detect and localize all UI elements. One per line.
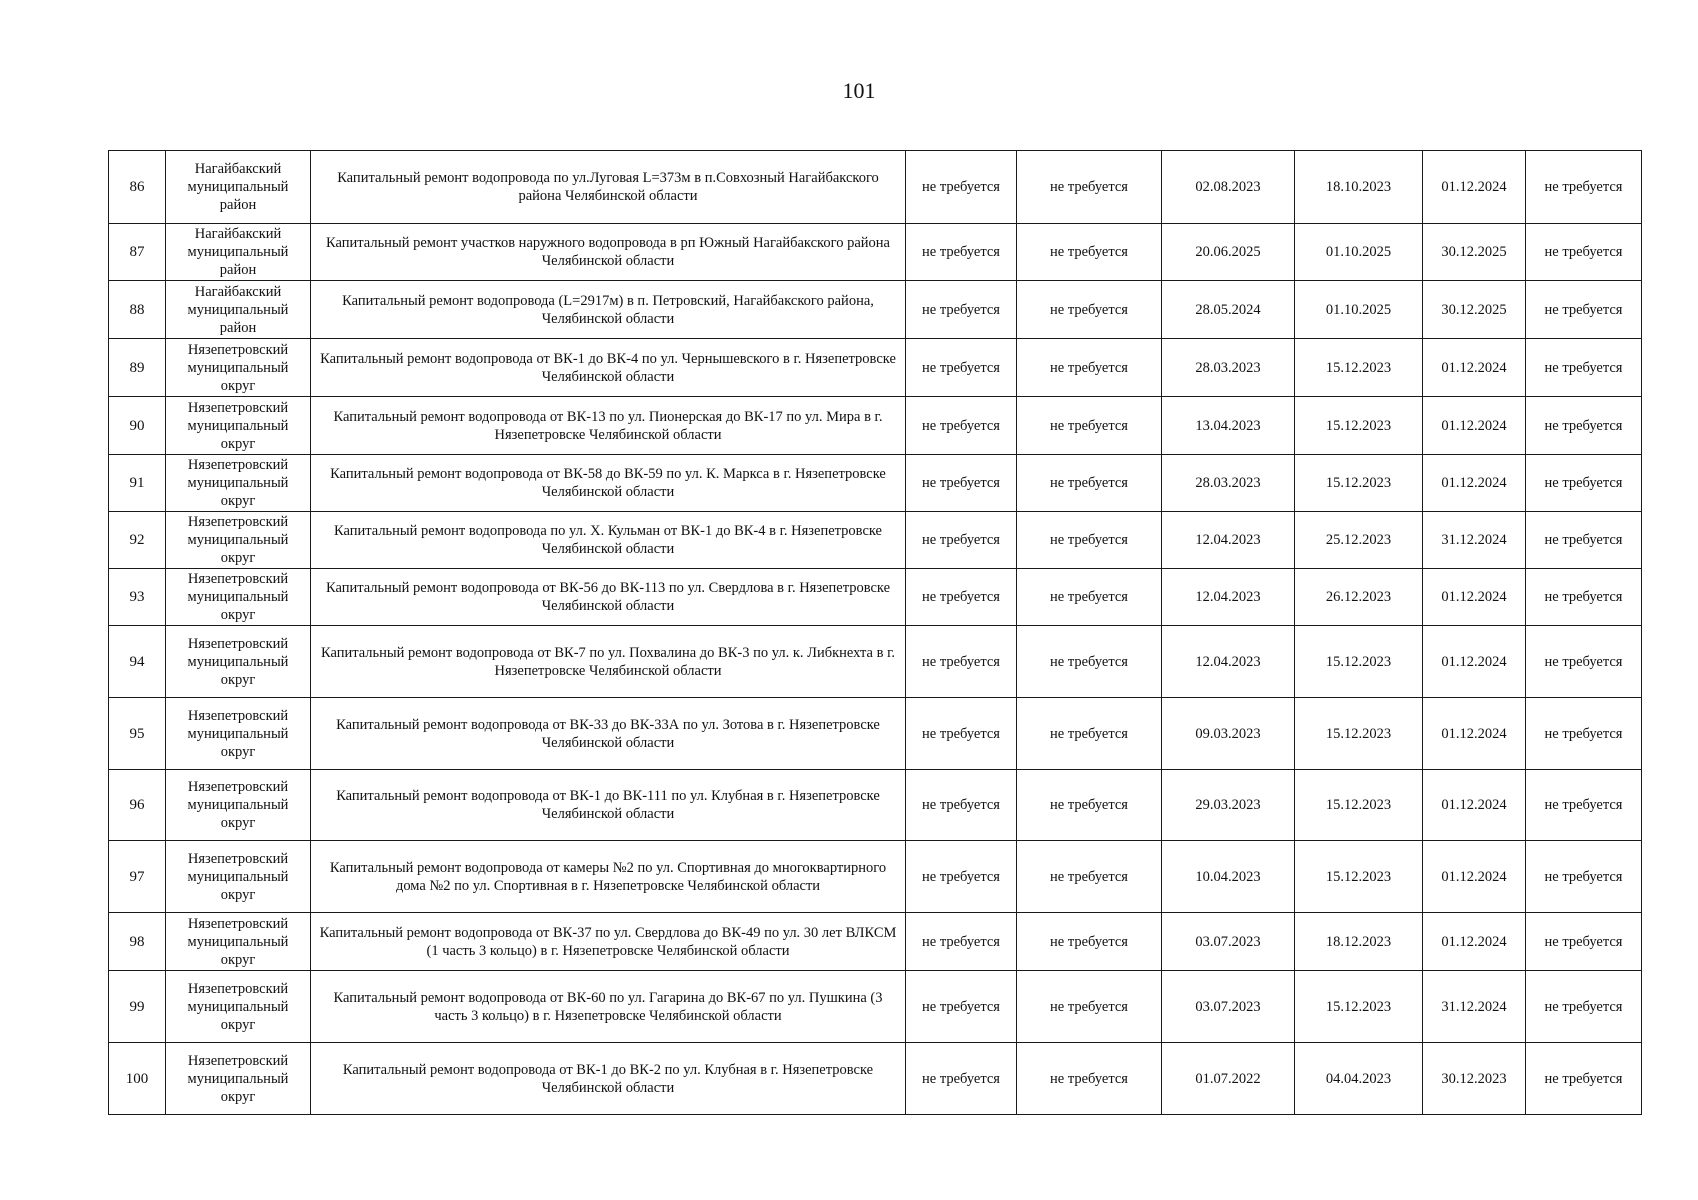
requirement-cell: не требуется <box>1526 913 1642 971</box>
district-cell: Нязепетровский муниципальный округ <box>166 397 311 455</box>
description-cell: Капитальный ремонт водопровода от ВК-58 до ВК-59 по ул. К. Маркса в г. Нязепетровске Челябинской области <box>311 455 906 512</box>
requirement-cell: не требуется <box>1017 512 1162 569</box>
requirement-cell: не требуется <box>1017 913 1162 971</box>
row-number: 98 <box>109 913 166 971</box>
date-cell: 15.12.2023 <box>1295 841 1423 913</box>
row-number: 86 <box>109 151 166 224</box>
requirement-cell: не требуется <box>906 281 1017 339</box>
requirement-cell: не требуется <box>1017 841 1162 913</box>
requirement-cell: не требуется <box>1526 281 1642 339</box>
date-cell: 30.12.2025 <box>1423 224 1526 281</box>
date-cell: 12.04.2023 <box>1162 512 1295 569</box>
date-cell: 03.07.2023 <box>1162 913 1295 971</box>
requirement-cell: не требуется <box>906 224 1017 281</box>
row-number: 87 <box>109 224 166 281</box>
date-cell: 30.12.2023 <box>1423 1043 1526 1115</box>
table-row <box>109 339 1642 397</box>
requirement-cell: не требуется <box>1526 455 1642 512</box>
date-cell: 15.12.2023 <box>1295 698 1423 770</box>
date-cell: 13.04.2023 <box>1162 397 1295 455</box>
requirement-cell: не требуется <box>1017 339 1162 397</box>
date-cell: 01.12.2024 <box>1423 698 1526 770</box>
district-cell: Нязепетровский муниципальный округ <box>166 569 311 626</box>
date-cell: 15.12.2023 <box>1295 397 1423 455</box>
requirement-cell: не требуется <box>906 151 1017 224</box>
requirement-cell: не требуется <box>1017 455 1162 512</box>
table-row <box>109 626 1642 698</box>
description-cell: Капитальный ремонт водопровода от ВК-7 по ул. Похвалина до ВК-3 по ул. к. Либкнехта в г. Нязепетровске Челябинской области <box>311 626 906 698</box>
description-cell: Капитальный ремонт водопровода от ВК-1 до ВК-4 по ул. Чернышевского в г. Нязепетровске Челябинской области <box>311 339 906 397</box>
date-cell: 18.12.2023 <box>1295 913 1423 971</box>
date-cell: 29.03.2023 <box>1162 770 1295 841</box>
works-table <box>108 150 1642 1115</box>
date-cell: 15.12.2023 <box>1295 339 1423 397</box>
date-cell: 28.05.2024 <box>1162 281 1295 339</box>
row-number: 90 <box>109 397 166 455</box>
date-cell: 01.12.2024 <box>1423 397 1526 455</box>
district-cell: Нязепетровский муниципальный округ <box>166 626 311 698</box>
district-cell: Нязепетровский муниципальный округ <box>166 455 311 512</box>
row-number: 88 <box>109 281 166 339</box>
requirement-cell: не требуется <box>906 841 1017 913</box>
date-cell: 01.12.2024 <box>1423 339 1526 397</box>
date-cell: 03.07.2023 <box>1162 971 1295 1043</box>
row-number: 92 <box>109 512 166 569</box>
date-cell: 28.03.2023 <box>1162 455 1295 512</box>
date-cell: 02.08.2023 <box>1162 151 1295 224</box>
date-cell: 20.06.2025 <box>1162 224 1295 281</box>
date-cell: 28.03.2023 <box>1162 339 1295 397</box>
requirement-cell: не требуется <box>1526 224 1642 281</box>
district-cell: Нязепетровский муниципальный округ <box>166 770 311 841</box>
row-number: 95 <box>109 698 166 770</box>
district-cell: Нязепетровский муниципальный округ <box>166 913 311 971</box>
date-cell: 12.04.2023 <box>1162 626 1295 698</box>
date-cell: 01.12.2024 <box>1423 455 1526 512</box>
table-row <box>109 841 1642 913</box>
table-row <box>109 455 1642 512</box>
row-number: 97 <box>109 841 166 913</box>
requirement-cell: не требуется <box>1526 698 1642 770</box>
date-cell: 04.04.2023 <box>1295 1043 1423 1115</box>
row-number: 89 <box>109 339 166 397</box>
district-cell: Нагайбакский муниципальный район <box>166 281 311 339</box>
requirement-cell: не требуется <box>906 1043 1017 1115</box>
table-row <box>109 151 1642 224</box>
district-cell: Нагайбакский муниципальный район <box>166 224 311 281</box>
description-cell: Капитальный ремонт участков наружного водопровода в рп Южный Нагайбакского района Челябинской области <box>311 224 906 281</box>
date-cell: 26.12.2023 <box>1295 569 1423 626</box>
requirement-cell: не требуется <box>1526 569 1642 626</box>
page-number: 101 <box>842 78 876 103</box>
table-row <box>109 770 1642 841</box>
requirement-cell: не требуется <box>906 626 1017 698</box>
district-cell: Нязепетровский муниципальный округ <box>166 971 311 1043</box>
description-cell: Капитальный ремонт водопровода от ВК-1 до ВК-2 по ул. Клубная в г. Нязепетровске Челябинской области <box>311 1043 906 1115</box>
date-cell: 10.04.2023 <box>1162 841 1295 913</box>
requirement-cell: не требуется <box>906 397 1017 455</box>
row-number: 96 <box>109 770 166 841</box>
date-cell: 01.10.2025 <box>1295 224 1423 281</box>
table-row <box>109 224 1642 281</box>
description-cell: Капитальный ремонт водопровода от ВК-56 до ВК-113 по ул. Свердлова в г. Нязепетровске Челябинской области <box>311 569 906 626</box>
date-cell: 15.12.2023 <box>1295 971 1423 1043</box>
district-cell: Нязепетровский муниципальный округ <box>166 698 311 770</box>
description-cell: Капитальный ремонт водопровода от камеры №2 по ул. Спортивная до многоквартирного дома №2 по ул. Спортивная в г. Нязепетровске Челябинской области <box>311 841 906 913</box>
table-row <box>109 1043 1642 1115</box>
date-cell: 01.12.2024 <box>1423 569 1526 626</box>
description-cell: Капитальный ремонт водопровода по ул.Луговая L=373м в п.Совхозный Нагайбакского района Челябинской области <box>311 151 906 224</box>
requirement-cell: не требуется <box>1017 151 1162 224</box>
requirement-cell: не требуется <box>1017 626 1162 698</box>
requirement-cell: не требуется <box>1526 151 1642 224</box>
date-cell: 01.12.2024 <box>1423 841 1526 913</box>
date-cell: 01.12.2024 <box>1423 626 1526 698</box>
table-row <box>109 281 1642 339</box>
district-cell: Нязепетровский муниципальный округ <box>166 841 311 913</box>
requirement-cell: не требуется <box>1526 339 1642 397</box>
requirement-cell: не требуется <box>906 569 1017 626</box>
district-cell: Нагайбакский муниципальный район <box>166 151 311 224</box>
requirement-cell: не требуется <box>1017 569 1162 626</box>
requirement-cell: не требуется <box>1017 698 1162 770</box>
requirement-cell: не требуется <box>906 913 1017 971</box>
requirement-cell: не требуется <box>1017 281 1162 339</box>
requirement-cell: не требуется <box>906 971 1017 1043</box>
row-number: 100 <box>109 1043 166 1115</box>
date-cell: 25.12.2023 <box>1295 512 1423 569</box>
requirement-cell: не требуется <box>906 698 1017 770</box>
date-cell: 01.12.2024 <box>1423 770 1526 841</box>
date-cell: 01.07.2022 <box>1162 1043 1295 1115</box>
requirement-cell: не требуется <box>1017 1043 1162 1115</box>
table-row <box>109 397 1642 455</box>
date-cell: 15.12.2023 <box>1295 626 1423 698</box>
date-cell: 01.12.2024 <box>1423 151 1526 224</box>
description-cell: Капитальный ремонт водопровода от ВК-13 по ул. Пионерская до ВК-17 по ул. Мира в г. Нязепетровске Челябинской области <box>311 397 906 455</box>
requirement-cell: не требуется <box>1526 770 1642 841</box>
date-cell: 30.12.2025 <box>1423 281 1526 339</box>
row-number: 91 <box>109 455 166 512</box>
requirement-cell: не требуется <box>906 512 1017 569</box>
requirement-cell: не требуется <box>1017 770 1162 841</box>
description-cell: Капитальный ремонт водопровода (L=2917м) в п. Петровский, Нагайбакского района, Челябинской области <box>311 281 906 339</box>
requirement-cell: не требуется <box>1526 626 1642 698</box>
requirement-cell: не требуется <box>1017 971 1162 1043</box>
date-cell: 18.10.2023 <box>1295 151 1423 224</box>
table-row <box>109 913 1642 971</box>
requirement-cell: не требуется <box>1526 841 1642 913</box>
date-cell: 01.10.2025 <box>1295 281 1423 339</box>
date-cell: 01.12.2024 <box>1423 913 1526 971</box>
date-cell: 09.03.2023 <box>1162 698 1295 770</box>
district-cell: Нязепетровский муниципальный округ <box>166 1043 311 1115</box>
row-number: 94 <box>109 626 166 698</box>
date-cell: 15.12.2023 <box>1295 455 1423 512</box>
district-cell: Нязепетровский муниципальный округ <box>166 339 311 397</box>
description-cell: Капитальный ремонт водопровода от ВК-37 по ул. Свердлова до ВК-49 по ул. 30 лет ВЛКСМ (1 часть 3 кольцо) в г. Нязепетровске Челябинской области <box>311 913 906 971</box>
requirement-cell: не требуется <box>1017 397 1162 455</box>
date-cell: 31.12.2024 <box>1423 971 1526 1043</box>
requirement-cell: не требуется <box>906 455 1017 512</box>
requirement-cell: не требуется <box>1526 397 1642 455</box>
date-cell: 15.12.2023 <box>1295 770 1423 841</box>
requirement-cell: не требуется <box>1526 971 1642 1043</box>
description-cell: Капитальный ремонт водопровода от ВК-33 до ВК-33А по ул. Зотова в г. Нязепетровске Челябинской области <box>311 698 906 770</box>
requirement-cell: не требуется <box>906 770 1017 841</box>
table-row <box>109 569 1642 626</box>
description-cell: Капитальный ремонт водопровода от ВК-60 по ул. Гагарина до ВК-67 по ул. Пушкина (3 часть 3 кольцо) в г. Нязепетровске Челябинской области <box>311 971 906 1043</box>
description-cell: Капитальный ремонт водопровода от ВК-1 до ВК-111 по ул. Клубная в г. Нязепетровске Челябинской области <box>311 770 906 841</box>
table-row <box>109 971 1642 1043</box>
date-cell: 31.12.2024 <box>1423 512 1526 569</box>
district-cell: Нязепетровский муниципальный округ <box>166 512 311 569</box>
date-cell: 12.04.2023 <box>1162 569 1295 626</box>
description-cell: Капитальный ремонт водопровода по ул. Х. Кульман от ВК-1 до ВК-4 в г. Нязепетровске Челябинской области <box>311 512 906 569</box>
table-row <box>109 698 1642 770</box>
requirement-cell: не требуется <box>1526 512 1642 569</box>
row-number: 99 <box>109 971 166 1043</box>
table-row <box>109 512 1642 569</box>
requirement-cell: не требуется <box>1017 224 1162 281</box>
requirement-cell: не требуется <box>906 339 1017 397</box>
requirement-cell: не требуется <box>1526 1043 1642 1115</box>
row-number: 93 <box>109 569 166 626</box>
